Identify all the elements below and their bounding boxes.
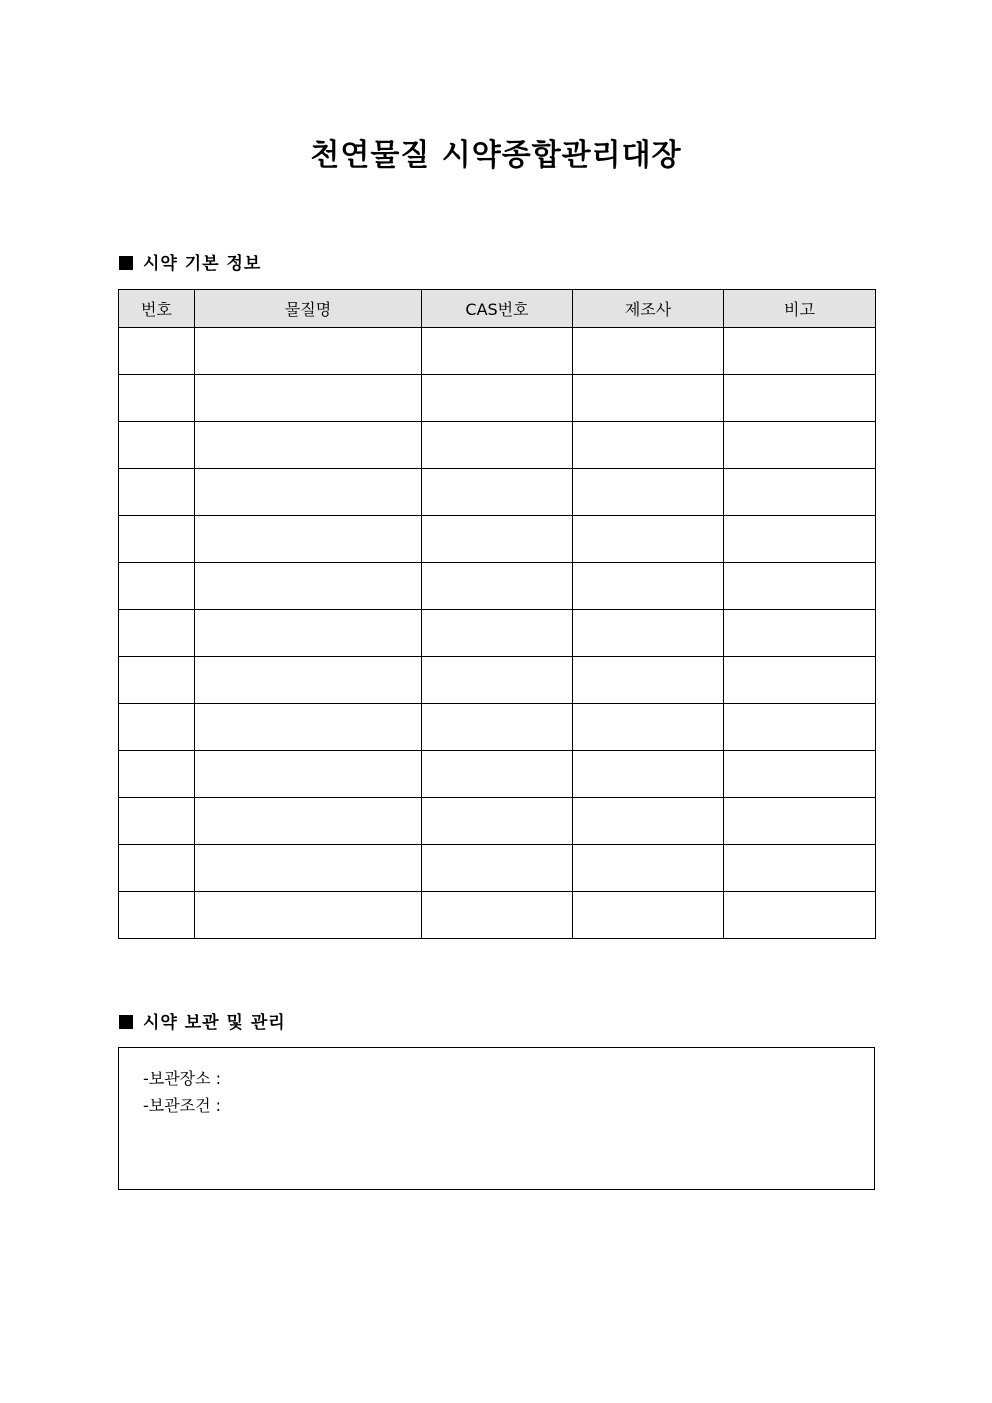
cell-substance-name bbox=[195, 610, 422, 657]
cell-number bbox=[119, 845, 195, 892]
cell-cas-number bbox=[422, 751, 573, 798]
cell-remarks bbox=[724, 892, 876, 939]
cell-remarks bbox=[724, 798, 876, 845]
cell-cas-number bbox=[422, 375, 573, 422]
table-row bbox=[119, 751, 876, 798]
cell-number bbox=[119, 657, 195, 704]
column-header-remarks: 비고 bbox=[724, 290, 876, 328]
table-row bbox=[119, 516, 876, 563]
section-heading-label: 시약 기본 정보 bbox=[143, 254, 262, 274]
cell-cas-number bbox=[422, 563, 573, 610]
table-row bbox=[119, 610, 876, 657]
table-row bbox=[119, 375, 876, 422]
section-heading-storage bbox=[119, 1011, 286, 1035]
cell-substance-name bbox=[195, 469, 422, 516]
cell-remarks bbox=[724, 516, 876, 563]
cell-number bbox=[119, 422, 195, 469]
cell-manufacturer bbox=[573, 751, 724, 798]
column-header-cas-number: CAS번호 bbox=[422, 290, 573, 328]
table-row bbox=[119, 328, 876, 375]
cell-manufacturer bbox=[573, 798, 724, 845]
cell-number bbox=[119, 751, 195, 798]
cell-substance-name bbox=[195, 751, 422, 798]
storage-box bbox=[118, 1047, 875, 1190]
cell-manufacturer bbox=[573, 422, 724, 469]
cell-cas-number bbox=[422, 892, 573, 939]
cell-cas-number bbox=[422, 657, 573, 704]
cell-cas-number bbox=[422, 328, 573, 375]
cell-substance-name bbox=[195, 845, 422, 892]
cell-substance-name bbox=[195, 563, 422, 610]
cell-number bbox=[119, 516, 195, 563]
cell-number bbox=[119, 375, 195, 422]
page-title: 천연물질 시약종합관리대장 bbox=[310, 138, 682, 173]
cell-cas-number bbox=[422, 610, 573, 657]
table-row bbox=[119, 469, 876, 516]
cell-manufacturer bbox=[573, 610, 724, 657]
cell-number bbox=[119, 798, 195, 845]
cell-cas-number bbox=[422, 422, 573, 469]
cell-manufacturer bbox=[573, 892, 724, 939]
table-row bbox=[119, 845, 876, 892]
cell-number bbox=[119, 704, 195, 751]
cell-cas-number bbox=[422, 798, 573, 845]
cell-remarks bbox=[724, 422, 876, 469]
cell-cas-number bbox=[422, 845, 573, 892]
section-heading-label: 시약 보관 및 관리 bbox=[143, 1013, 286, 1033]
cell-remarks bbox=[724, 657, 876, 704]
cell-number bbox=[119, 328, 195, 375]
cell-remarks bbox=[724, 845, 876, 892]
storage-location-label: -보관장소 : bbox=[143, 1069, 222, 1088]
cell-remarks bbox=[724, 751, 876, 798]
cell-manufacturer bbox=[573, 845, 724, 892]
cell-number bbox=[119, 610, 195, 657]
cell-number bbox=[119, 469, 195, 516]
cell-substance-name bbox=[195, 892, 422, 939]
cell-manufacturer bbox=[573, 516, 724, 563]
cell-manufacturer bbox=[573, 563, 724, 610]
cell-cas-number bbox=[422, 469, 573, 516]
cell-substance-name bbox=[195, 516, 422, 563]
cell-manufacturer bbox=[573, 657, 724, 704]
table-header-row bbox=[119, 290, 876, 328]
cell-substance-name bbox=[195, 798, 422, 845]
cell-substance-name bbox=[195, 657, 422, 704]
cell-remarks bbox=[724, 704, 876, 751]
cell-remarks bbox=[724, 375, 876, 422]
section-heading-basic-info bbox=[119, 252, 261, 276]
cell-remarks bbox=[724, 469, 876, 516]
column-header-substance-name: 물질명 bbox=[195, 290, 422, 328]
cell-number bbox=[119, 892, 195, 939]
reagent-info-table bbox=[118, 289, 876, 939]
column-header-number: 번호 bbox=[119, 290, 195, 328]
black-square-icon bbox=[119, 1015, 133, 1029]
cell-remarks bbox=[724, 610, 876, 657]
cell-substance-name bbox=[195, 422, 422, 469]
table-row bbox=[119, 798, 876, 845]
cell-cas-number bbox=[422, 516, 573, 563]
black-square-icon bbox=[119, 256, 133, 270]
table-row bbox=[119, 892, 876, 939]
cell-cas-number bbox=[422, 704, 573, 751]
cell-remarks bbox=[724, 563, 876, 610]
cell-substance-name bbox=[195, 328, 422, 375]
table-row bbox=[119, 422, 876, 469]
cell-manufacturer bbox=[573, 704, 724, 751]
cell-manufacturer bbox=[573, 328, 724, 375]
table-row bbox=[119, 657, 876, 704]
table-row bbox=[119, 563, 876, 610]
cell-substance-name bbox=[195, 375, 422, 422]
storage-condition-label: -보관조건 : bbox=[143, 1096, 222, 1115]
table-row bbox=[119, 704, 876, 751]
cell-number bbox=[119, 563, 195, 610]
cell-substance-name bbox=[195, 704, 422, 751]
cell-manufacturer bbox=[573, 375, 724, 422]
table-body bbox=[119, 328, 876, 939]
cell-remarks bbox=[724, 328, 876, 375]
cell-manufacturer bbox=[573, 469, 724, 516]
column-header-manufacturer: 제조사 bbox=[573, 290, 724, 328]
